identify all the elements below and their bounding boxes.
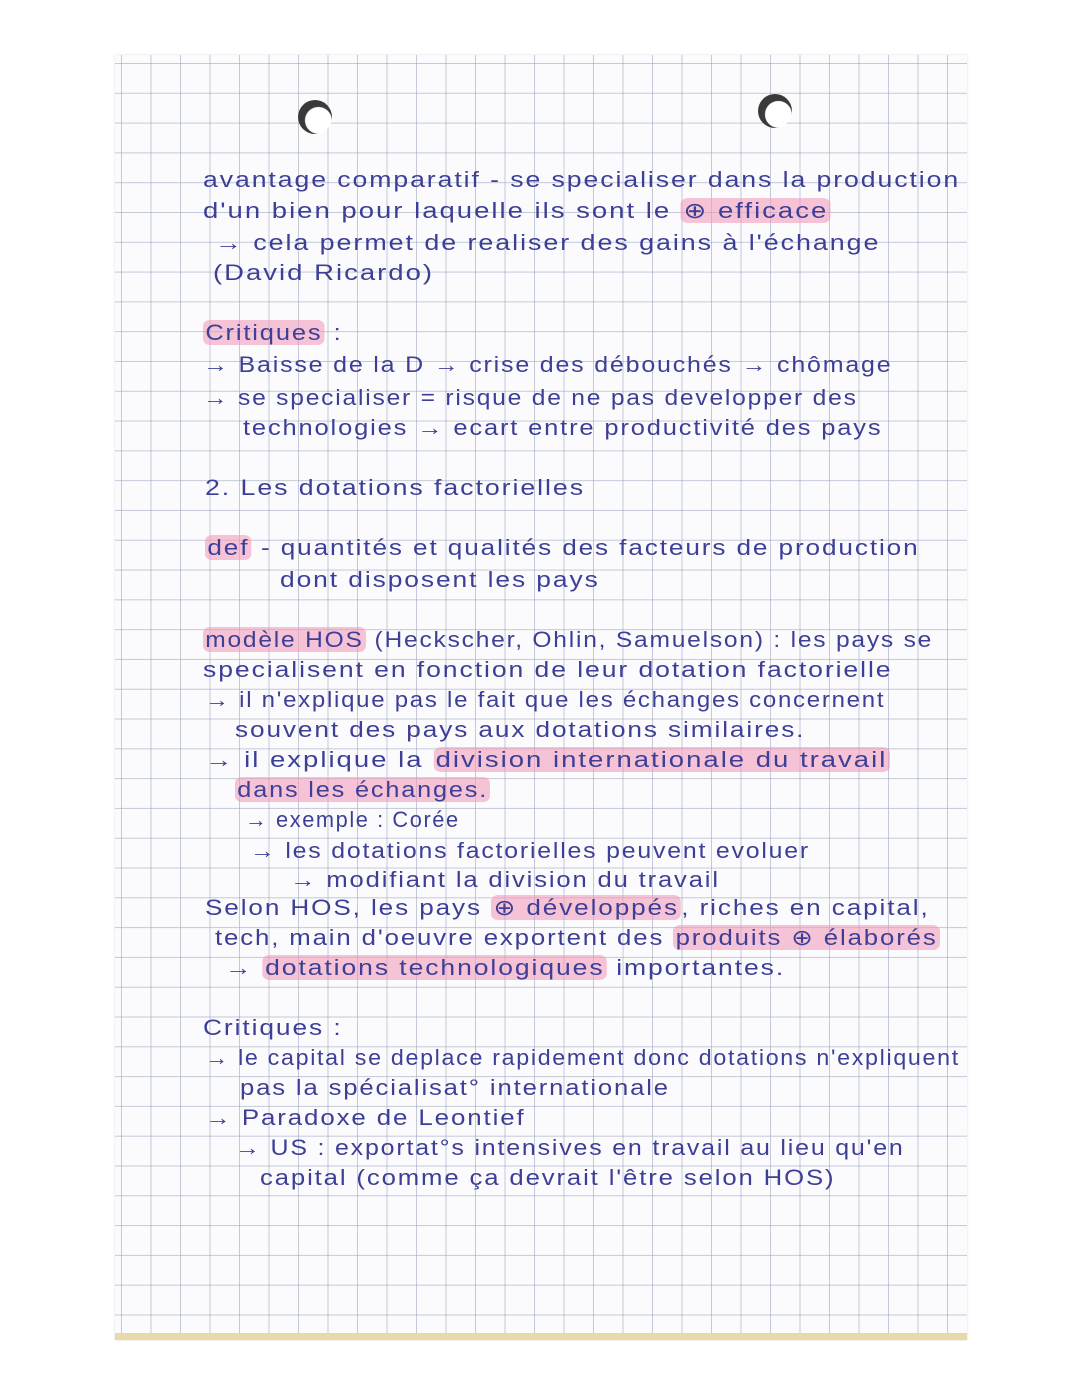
- punch-hole-icon: [758, 94, 792, 128]
- note-text: Selon HOS, les pays: [205, 895, 492, 920]
- note-line: [203, 1014, 343, 1042]
- note-text: (David Ricardo): [213, 260, 435, 285]
- note-line: [205, 534, 920, 562]
- note-text: → il explique la: [205, 747, 434, 772]
- note-line: [260, 1164, 835, 1192]
- highlighted-text: ⊕ efficace: [681, 198, 831, 223]
- note-text: , riches en capital,: [681, 895, 930, 920]
- note-line: [205, 686, 885, 714]
- note-line: [235, 776, 490, 804]
- note-line: [235, 716, 805, 744]
- note-line: [243, 414, 882, 442]
- note-text: technologies → ecart entre productivité des pays: [243, 415, 883, 440]
- note-text: tech, main d'oeuvre exportent des: [215, 925, 674, 950]
- note-line: [205, 474, 585, 502]
- note-line: [205, 894, 930, 922]
- note-line: [225, 954, 785, 982]
- note-text: → US : exportat°s intensives en travail au lieu qu'en: [235, 1135, 905, 1160]
- note-text: pas la spécialisat° internationale: [240, 1075, 670, 1100]
- note-text: avantage comparatif - se specialiser dans la production: [203, 167, 961, 192]
- note-text: → exemple : Corée: [245, 807, 460, 832]
- note-text: → Paradoxe de Leontief: [205, 1105, 526, 1130]
- note-text: dont disposent les pays: [280, 567, 600, 592]
- note-line: [205, 746, 890, 774]
- note-line: [235, 1134, 905, 1162]
- note-text: - quantités et qualités des facteurs de production: [251, 535, 920, 560]
- note-line: [215, 924, 940, 952]
- note-line: [203, 319, 343, 347]
- note-line: [203, 166, 960, 194]
- note-line: [290, 866, 720, 894]
- note-text: → se specialiser = risque de ne pas developper des: [203, 385, 858, 410]
- note-line: [250, 837, 810, 865]
- note-line: [240, 1074, 670, 1102]
- note-text: 2. Les dotations factorielles: [205, 475, 585, 500]
- note-text: Critiques :: [203, 1015, 343, 1040]
- punch-hole-icon: [298, 100, 332, 134]
- note-line: [203, 626, 933, 654]
- highlighted-text: produits ⊕ élaborés: [673, 925, 940, 950]
- highlighted-text: modèle HOS: [203, 627, 366, 652]
- highlighted-text: def: [205, 535, 252, 560]
- note-text: capital (comme ça devrait l'être selon HOS): [260, 1165, 836, 1190]
- note-text: → modifiant la division du travail: [290, 867, 720, 892]
- note-line: [203, 351, 892, 379]
- note-text: → Baisse de la D → crise des débouchés → chômage: [203, 352, 893, 377]
- note-line: [205, 1044, 960, 1072]
- note-text: souvent des pays aux dotations similaires.: [235, 717, 806, 742]
- note-line: [280, 566, 600, 594]
- note-text: (Heckscher, Ohlin, Samuelson) : les pays se: [365, 627, 934, 652]
- note-line: [203, 384, 858, 412]
- note-text: → le capital se deplace rapidement donc dotations n'expliquent: [205, 1045, 960, 1070]
- note-line: [215, 229, 880, 257]
- note-text: →: [225, 955, 263, 980]
- note-line: [213, 259, 434, 287]
- note-text: → les dotations factorielles peuvent evoluer: [250, 838, 810, 863]
- note-line: [245, 806, 460, 834]
- note-text: specialisent en fonction de leur dotation factorielle: [203, 657, 893, 682]
- note-text: d'un bien pour laquelle ils sont le: [203, 198, 681, 223]
- highlighted-text: dotations technologiques: [263, 955, 607, 980]
- note-line: [203, 197, 831, 225]
- note-text: :: [324, 320, 343, 345]
- highlighted-text: ⊕ développés: [491, 895, 681, 920]
- paper-edge: [115, 1333, 967, 1340]
- highlighted-text: Critiques: [203, 320, 325, 345]
- note-line: [205, 1104, 526, 1132]
- note-line: [203, 656, 892, 684]
- note-text: → il n'explique pas le fait que les échanges concernent: [205, 687, 886, 712]
- highlighted-text: dans les échanges.: [235, 777, 490, 802]
- note-text: importantes.: [606, 955, 786, 980]
- note-text: → cela permet de realiser des gains à l'échange: [215, 230, 881, 255]
- highlighted-text: division internationale du travail: [433, 747, 890, 772]
